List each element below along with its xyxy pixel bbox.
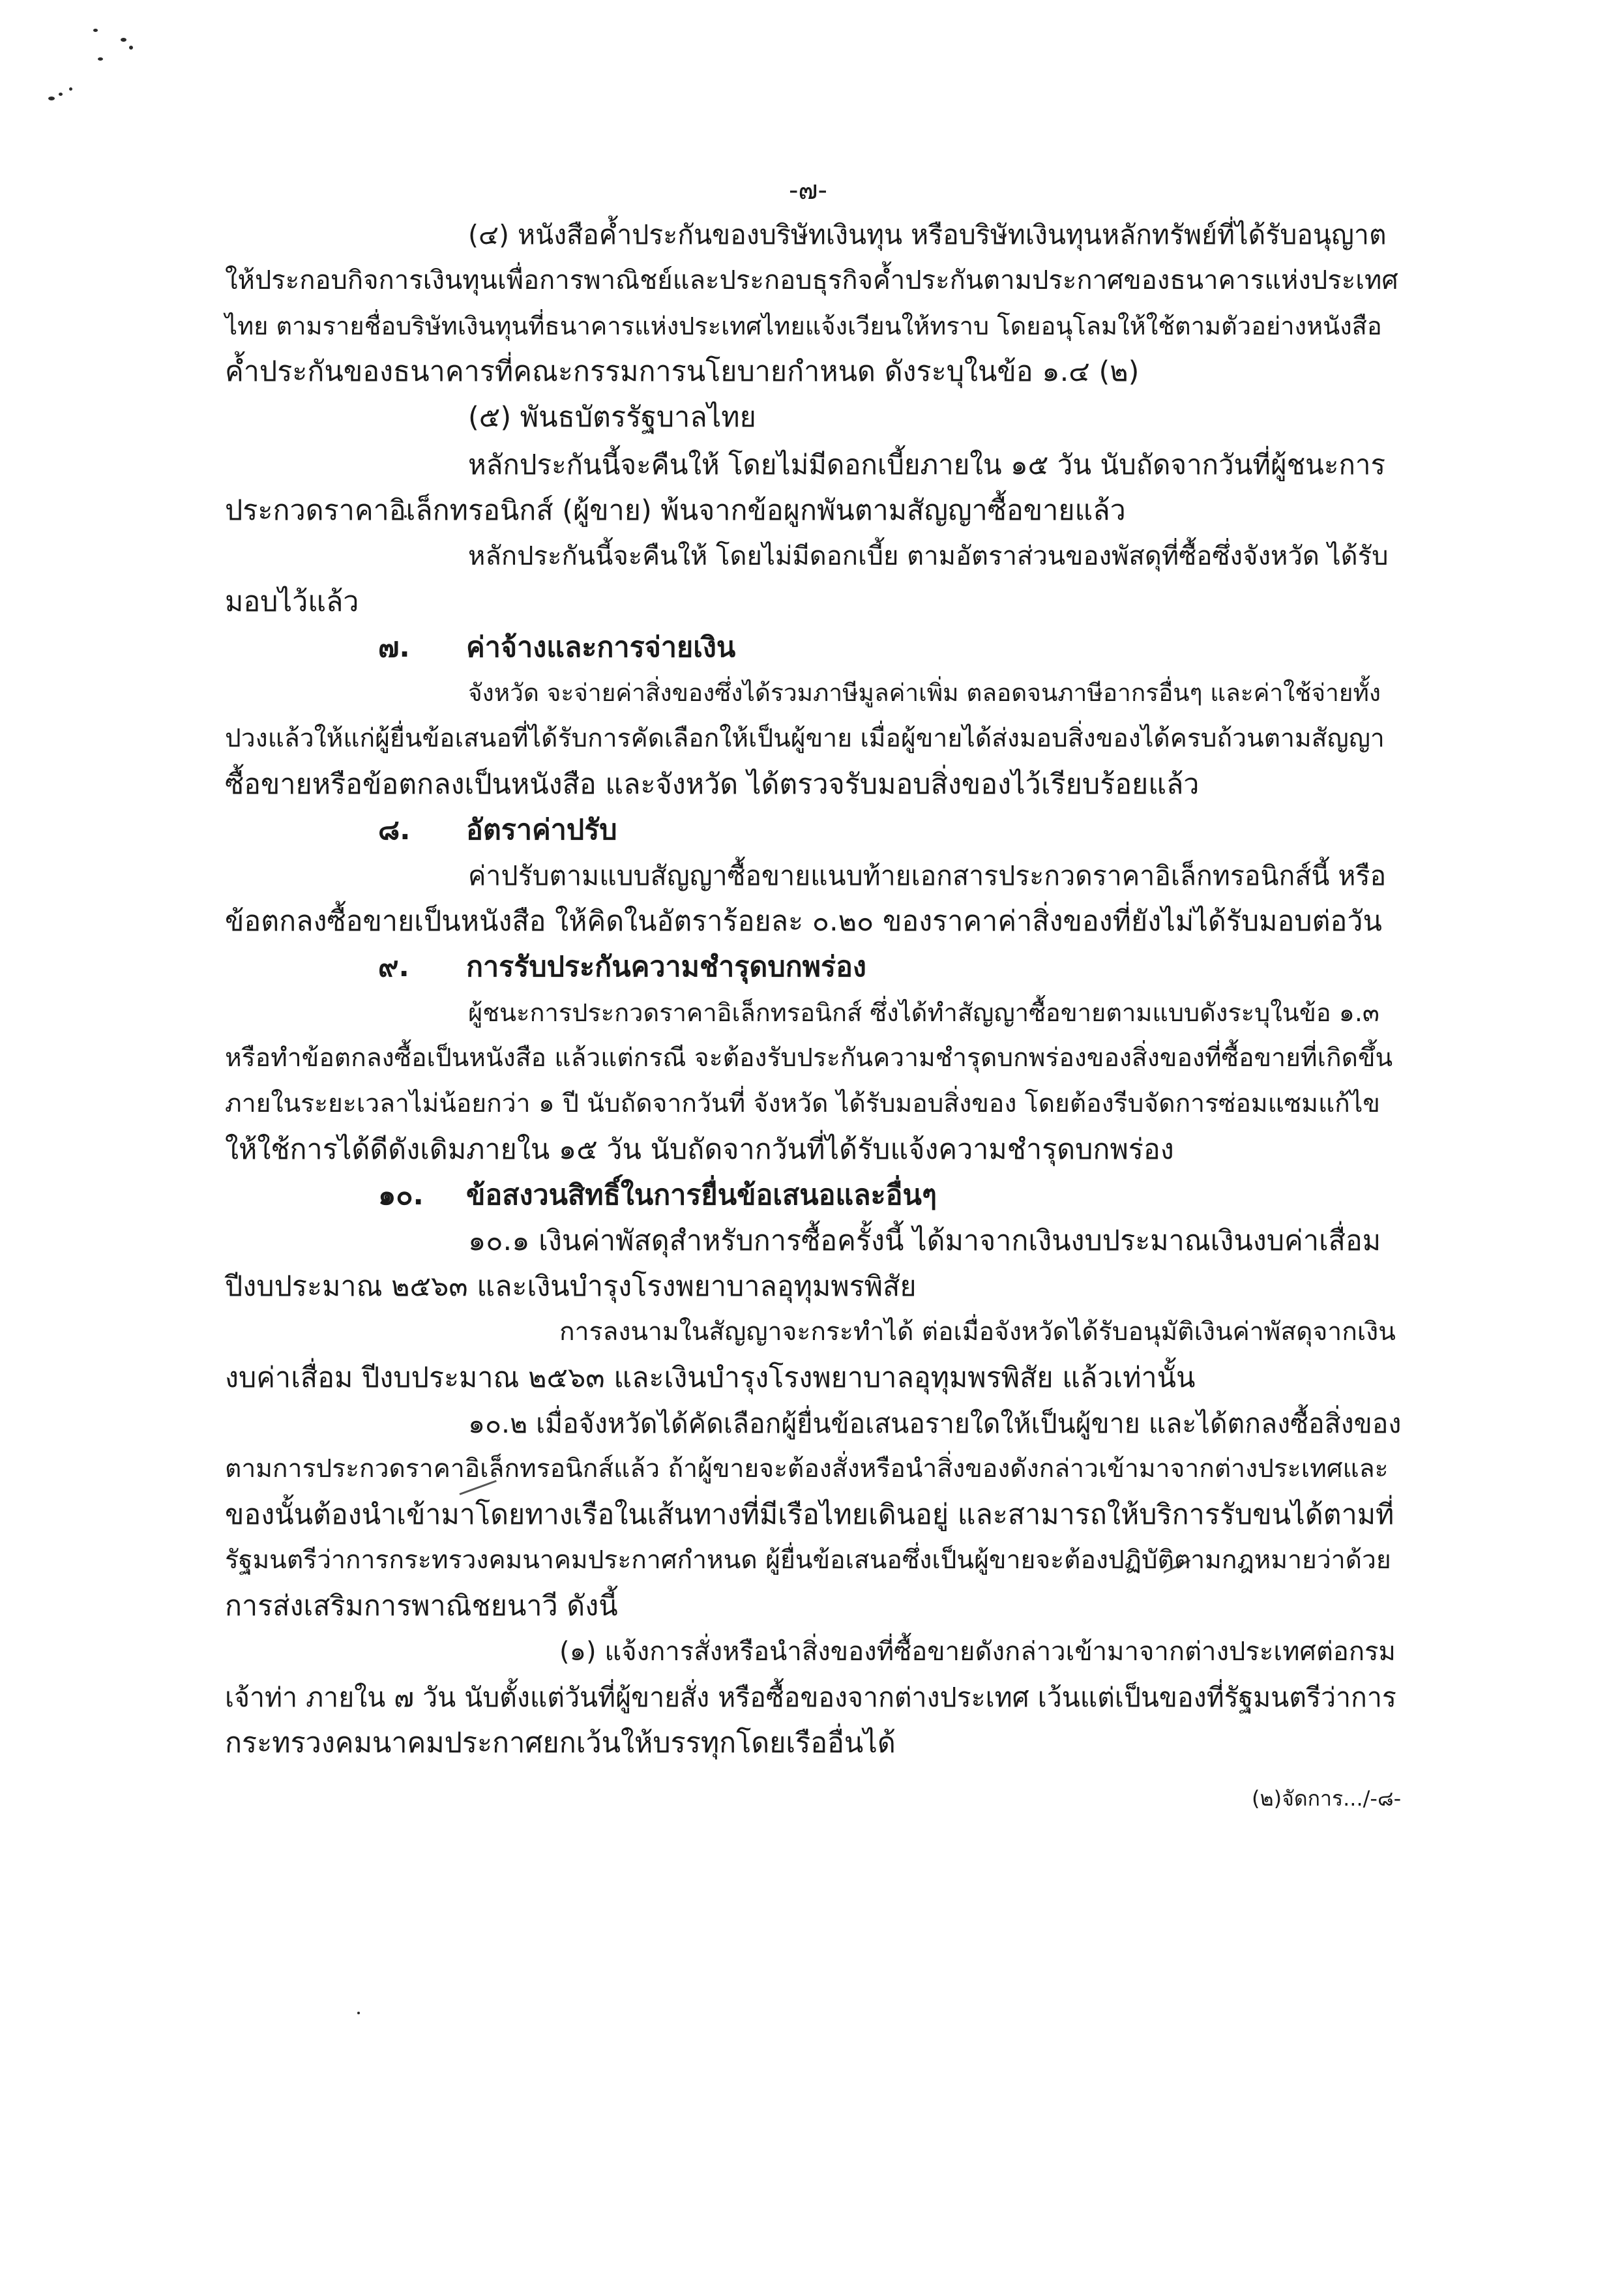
text-line: ให้ประกอบกิจการเงินทุนเพื่อการพาณิชย์และประกอบธุรกิจค้ำประกันตามประกาศของธนาคารแห่งประเทศ xyxy=(225,265,1398,295)
text-line: (๑) แจ้งการสั่งหรือนำสิ่งของที่ซื้อขายดังกล่าวเข้ามาจากต่างประเทศต่อกรม xyxy=(559,1637,1396,1667)
text-line: ค้ำประกันของธนาคารที่คณะกรรมการนโยบายกำหนด ดังระบุในข้อ ๑.๔ (๒) xyxy=(225,355,1140,388)
scan-speck xyxy=(48,97,55,100)
section-title: การรับประกันความชำรุดบกพร่อง xyxy=(466,951,866,983)
section-title: ค่าจ้างและการจ่ายเงิน xyxy=(466,631,736,664)
text-line: ปวงแล้วให้แก่ผู้ยื่นข้อเสนอที่ได้รับการคัดเลือกให้เป็นผู้ขาย เมื่อผู้ขายได้ส่งมอบสิ่งของได้ครบถ้วนตามสัญญา xyxy=(225,724,1385,753)
scan-speck xyxy=(93,29,98,32)
section-number: ๑๐. xyxy=(378,1179,424,1212)
scan-speck xyxy=(98,57,103,61)
text-line: งบค่าเสื่อม ปีงบประมาณ ๒๕๖๓ และเงินบำรุงโรงพยาบาลอุทุมพรพิสัย แล้วเท่านั้น xyxy=(225,1362,1196,1394)
scan-speck xyxy=(357,2012,360,2014)
continuation-footer: (๒)จัดการ.../-๘- xyxy=(1252,1786,1402,1811)
text-line: การลงนามในสัญญาจะกระทำได้ ต่อเมื่อจังหวัดได้รับอนุมัติเงินค่าพัสดุจากเงิน xyxy=(559,1317,1396,1347)
section-title: อัตราค่าปรับ xyxy=(466,814,617,846)
text-line: ซื้อขายหรือข้อตกลงเป็นหนังสือ และจังหวัด ได้ตรวจรับมอบสิ่งของไว้เรียบร้อยแล้ว xyxy=(225,768,1200,801)
text-line: ๑๐.๒ เมื่อจังหวัดได้คัดเลือกผู้ยื่นข้อเสนอรายใดให้เป็นผู้ขาย และได้ตกลงซื้อสิ่งของ xyxy=(468,1408,1402,1439)
text-line: ภายในระยะเวลาไม่น้อยกว่า ๑ ปี นับถัดจากวันที่ จังหวัด ได้รับมอบสิ่งของ โดยต้องรีบจัดการซ่อมแซมแก้ไข xyxy=(225,1089,1380,1118)
scan-speck xyxy=(121,38,126,42)
section-number: ๗. xyxy=(378,631,410,664)
text-line: รัฐมนตรีว่าการกระทรวงคมนาคมประกาศกำหนด ผู้ยื่นข้อเสนอซึ่งเป็นผู้ขายจะต้องปฏิบัติตามกฎหมายว่าด้วย xyxy=(225,1545,1391,1575)
page-number: -๗- xyxy=(789,175,827,205)
scan-speck xyxy=(129,46,133,50)
section-title: ข้อสงวนสิทธิ์ในการยื่นข้อเสนอและอื่นๆ xyxy=(466,1179,937,1212)
text-line: การส่งเสริมการพาณิชยนาวี ดังนี้ xyxy=(225,1590,618,1622)
section-heading-7 xyxy=(378,628,735,667)
section-number: ๘. xyxy=(378,814,411,846)
text-line: หลักประกันนี้จะคืนให้ โดยไม่มีดอกเบี้ยภายใน ๑๕ วัน นับถัดจากวันที่ผู้ชนะการ xyxy=(468,449,1386,481)
text-line: ๑๐.๑ เงินค่าพัสดุสำหรับการซื้อครั้งนี้ ได้มาจากเงินงบประมาณเงินงบค่าเสื่อม xyxy=(468,1225,1381,1257)
text-line: ผู้ชนะการประกวดราคาอิเล็กทรอนิกส์ ซึ่งได้ทำสัญญาซื้อขายตามแบบดังระบุในข้อ ๑.๓ xyxy=(468,998,1379,1027)
scan-speck xyxy=(59,93,63,96)
section-heading-10 xyxy=(378,1176,937,1215)
text-line: เจ้าท่า ภายใน ๗ วัน นับตั้งแต่วันที่ผู้ขายสั่ง หรือซื้อของจากต่างประเทศ เว้นแต่เป็นของที่รัฐมนตรีว่าการ xyxy=(225,1682,1396,1713)
text-line: ตามการประกวดราคาอิเล็กทรอนิกส์แล้ว ถ้าผู้ขายจะต้องสั่งหรือนำสิ่งของดังกล่าวเข้ามาจากต่างประเทศและ xyxy=(225,1454,1389,1483)
section-heading-9 xyxy=(378,947,866,987)
text-line: มอบไว้แล้ว xyxy=(225,586,359,618)
text-line: ข้อตกลงซื้อขายเป็นหนังสือ ให้คิดในอัตราร้อยละ ๐.๒๐ ของราคาค่าสิ่งของที่ยังไม่ได้รับมอบต่อวัน xyxy=(225,905,1382,938)
text-line: หรือทำข้อตกลงซื้อเป็นหนังสือ แล้วแต่กรณี จะต้องรับประกันความชำรุดบกพร่องของสิ่งของที่ซื้อขายที่เกิดขึ้น xyxy=(225,1043,1393,1073)
text-line: ปีงบประมาณ ๒๕๖๓ และเงินบำรุงโรงพยาบาลอุทุมพรพิสัย xyxy=(225,1270,917,1303)
text-line: (๔) หนังสือค้ำประกันของบริษัทเงินทุน หรือบริษัทเงินทุนหลักทรัพย์ที่ได้รับอนุญาต xyxy=(468,219,1387,250)
text-line: ค่าปรับตามแบบสัญญาซื้อขายแนบท้ายเอกสารประกวดราคาอิเล็กทรอนิกส์นี้ หรือ xyxy=(468,860,1387,891)
scan-speck xyxy=(69,87,72,91)
section-heading-8 xyxy=(378,811,617,850)
text-line: จังหวัด จะจ่ายค่าสิ่งของซึ่งได้รวมภาษีมูลค่าเพิ่ม ตลอดจนภาษีอากรอื่นๆ และค่าใช้จ่ายทั้ง xyxy=(468,679,1381,707)
section-number: ๙. xyxy=(378,951,409,983)
text-line: กระทรวงคมนาคมประกาศยกเว้นให้บรรทุกโดยเรืออื่นได้ xyxy=(225,1727,896,1759)
text-line: (๕) พันธบัตรรัฐบาลไทย xyxy=(468,401,756,434)
text-line: ให้ใช้การได้ดีดังเดิมภายใน ๑๕ วัน นับถัดจากวันที่ได้รับแจ้งความชำรุดบกพร่อง xyxy=(225,1133,1174,1166)
text-line: หลักประกันนี้จะคืนให้ โดยไม่มีดอกเบี้ย ตามอัตราส่วนของพัสดุที่ซื้อซึ่งจังหวัด ได้รับ xyxy=(468,541,1389,571)
text-line: ของนั้นต้องนำเข้ามาโดยทางเรือในเส้นทางที่มีเรือไทยเดินอยู่ และสามารถให้บริการรับขนได้ตามที่ xyxy=(225,1498,1394,1531)
text-line: ไทย ตามรายชื่อบริษัทเงินทุนที่ธนาคารแห่งประเทศไทยแจ้งเวียนให้ทราบ โดยอนุโลมให้ใช้ตามตัวอย่างหนังสือ xyxy=(225,312,1382,340)
text-line: ประกวดราคาอิเล็กทรอนิกส์ (ผู้ขาย) พ้นจากข้อผูกพันตามสัญญาซื้อขายแล้ว xyxy=(225,494,1126,527)
